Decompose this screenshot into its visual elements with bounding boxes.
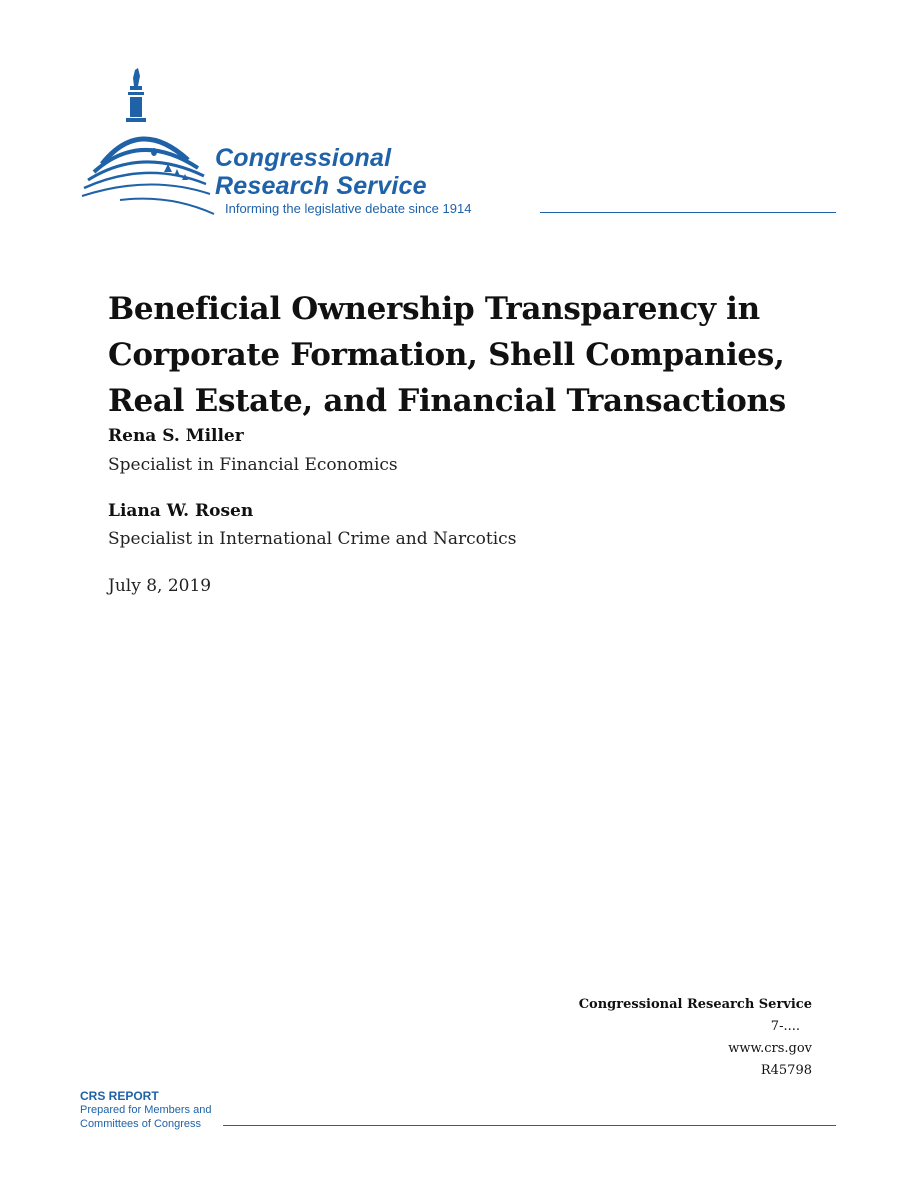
capitol-dome-icon: [80, 64, 220, 224]
crs-number: 7-....: [770, 1019, 800, 1034]
logo-name-line2: Research Service: [215, 172, 427, 200]
author-role: Specialist in International Crime and Narcotics: [108, 529, 517, 549]
report-date: July 8, 2019: [108, 576, 212, 596]
crs-website-link[interactable]: www.crs.gov: [728, 1041, 812, 1056]
report-id: R45798: [760, 1063, 812, 1078]
crs-report-footer: [80, 1089, 840, 1131]
logo-tagline: Informing the legislative debate since 1914: [225, 201, 472, 216]
logo-name-line1: Congressional: [215, 144, 392, 172]
author-role: Specialist in Financial Economics: [108, 455, 398, 475]
author-name: Rena S. Miller: [108, 426, 244, 446]
crs-org-name: Congressional Research Service: [578, 997, 812, 1012]
footer-divider: [223, 1125, 836, 1126]
author-name: Liana W. Rosen: [108, 501, 254, 521]
footer-label: CRS REPORT: [80, 1089, 159, 1103]
crs-info-block: [579, 994, 812, 1082]
crs-logo: [80, 64, 840, 224]
report-title: Beneficial Ownership Transparency in Corporate Formation, Shell Companies, Real Estate, and Financial Transactions: [108, 291, 786, 419]
tagline-divider: [540, 212, 836, 213]
footer-prepared-line: Prepared for Members and: [80, 1104, 212, 1116]
footer-committees-line: Committees of Congress: [80, 1118, 202, 1130]
